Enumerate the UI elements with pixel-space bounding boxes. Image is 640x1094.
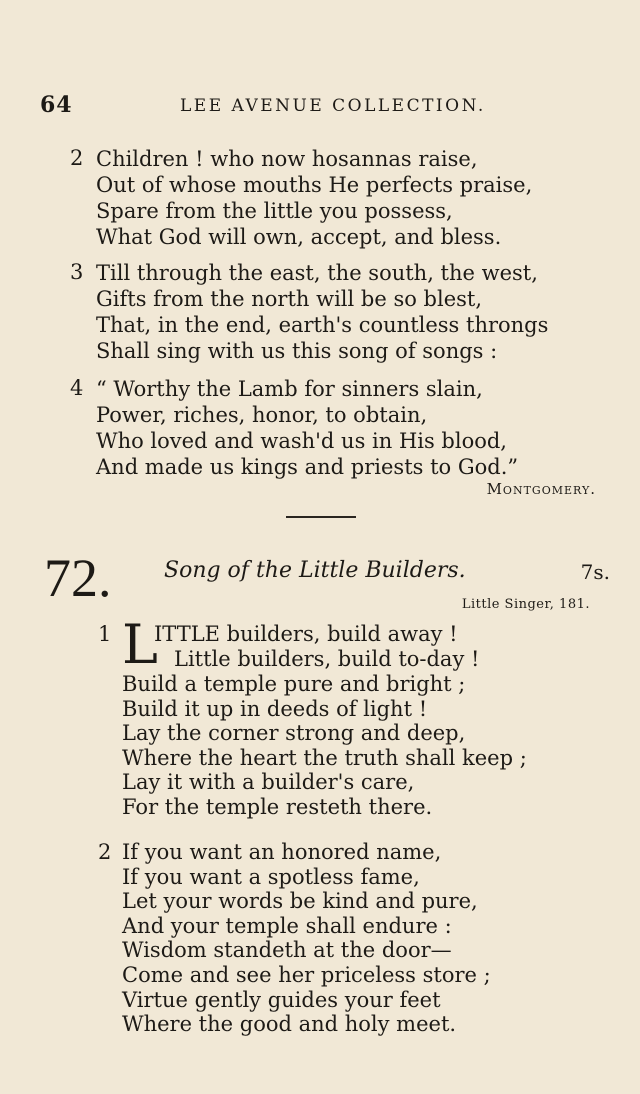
- hymn-stanza-1: [98, 672, 527, 820]
- verse-line: Gifts from the north will be so blest,: [96, 287, 483, 311]
- hymn-meter: 7s.: [580, 560, 610, 584]
- verse-line: Lay it with a builder's care,: [122, 770, 415, 795]
- page-header: [40, 92, 600, 122]
- verse-line: For the temple resteth there.: [122, 794, 433, 819]
- hymn-stanza-2: [98, 840, 491, 1037]
- verse-line: Lay the corner strong and deep,: [122, 721, 466, 746]
- hymn-title: Song of the Little Builders.: [164, 558, 466, 583]
- verse-line: Where the heart the truth shall keep ;: [122, 745, 527, 770]
- stanza-number: 4: [70, 376, 84, 400]
- prev-stanza-3: [70, 260, 548, 364]
- verse-line: What God will own, accept, and bless.: [96, 225, 502, 249]
- stanza-number: 3: [70, 260, 84, 284]
- prev-stanza-4: [70, 376, 518, 480]
- verse-line: Power, riches, honor, to obtain,: [96, 403, 428, 427]
- verse-line: Spare from the little you possess,: [96, 199, 453, 223]
- author-attribution: Montgomery.: [486, 480, 596, 498]
- verse-line: Let your words be kind and pure,: [122, 889, 478, 914]
- section-divider: [286, 516, 356, 518]
- hymn-source: Little Singer, 181.: [461, 597, 590, 612]
- hymn-number: 72.: [44, 548, 112, 608]
- verse-line: Who loved and wash'd us in His blood,: [96, 429, 507, 453]
- verse-line: Till through the east, the south, the west,: [96, 261, 538, 285]
- verse-line: Build it up in deeds of light !: [122, 696, 428, 721]
- verse-line: Wisdom standeth at the door—: [122, 938, 452, 963]
- verse-line: Virtue gently guides your feet: [122, 987, 441, 1012]
- running-title: LEE AVENUE COLLECTION.: [180, 96, 486, 116]
- verse-line: If you want an honored name,: [122, 840, 442, 864]
- verse-line: Children ! who now hosannas raise,: [96, 147, 478, 171]
- verse-line: Where the good and holy meet.: [122, 1012, 457, 1037]
- stanza-number: 2: [98, 840, 112, 864]
- verse-line: “ Worthy the Lamb for sinners slain,: [96, 377, 483, 401]
- drop-cap: L: [122, 613, 158, 676]
- verse-line: And made us kings and priests to God.”: [96, 455, 519, 479]
- verse-line: If you want a spotless fame,: [122, 864, 420, 889]
- verse-line: Shall sing with us this song of songs :: [96, 339, 498, 363]
- page-number: 64: [40, 92, 73, 118]
- verse-line: That, in the end, earth's countless throngs: [96, 313, 549, 337]
- prev-stanza-2: [70, 146, 532, 250]
- verse-line: Out of whose mouths He perfects praise,: [96, 173, 533, 197]
- verse-line: Come and see her priceless store ;: [122, 962, 491, 987]
- verse-line: Little builders, build to-day !: [174, 647, 480, 671]
- verse-line: Build a temple pure and bright ;: [122, 672, 466, 696]
- verse-line: ITTLE builders, build away !: [154, 622, 458, 646]
- verse-line: And your temple shall endure :: [122, 913, 452, 938]
- stanza-number: 2: [70, 146, 84, 170]
- stanza-number: 1: [98, 622, 112, 646]
